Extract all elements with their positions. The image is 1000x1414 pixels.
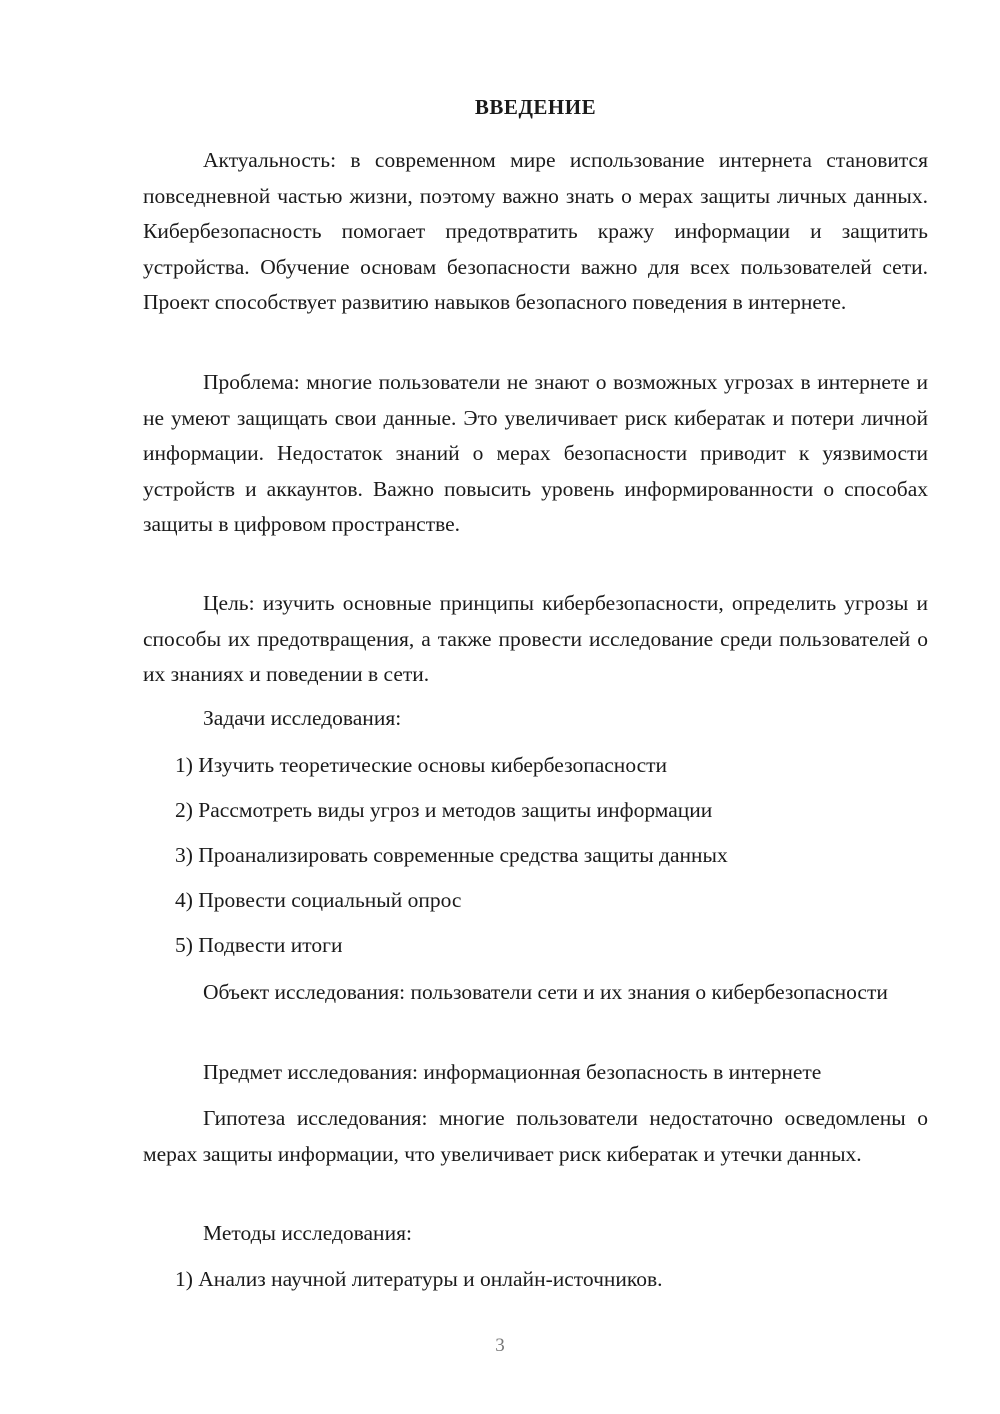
tasks-list-item: 2) Рассмотреть виды угроз и методов защиты информации — [175, 798, 713, 822]
methods-list-item-1-block — [143, 1262, 928, 1298]
tasks-list-item: 3) Проанализировать современные средства защиты данных — [175, 843, 728, 867]
methods-title: Методы исследования: — [203, 1221, 412, 1245]
paragraph-relevance-block — [143, 143, 928, 321]
tasks-list-item-2-block — [143, 793, 928, 829]
paragraph-problem-block — [143, 365, 928, 543]
tasks-title-block — [143, 701, 928, 737]
paragraph-object-block — [143, 975, 928, 1011]
tasks-list-item: 5) Подвести итоги — [175, 933, 343, 957]
tasks-list-item: 4) Провести социальный опрос — [175, 888, 462, 912]
page-title: ВВЕДЕНИЕ — [474, 95, 597, 119]
methods-title-block — [143, 1216, 928, 1252]
paragraph-subject: Предмет исследования: информационная безопасность в интернете — [203, 1060, 822, 1084]
tasks-list-item-4-block — [143, 883, 928, 919]
tasks-list-item-5-block — [143, 928, 928, 964]
paragraph-object: Объект исследования: пользователи сети и их знания о кибербезопасности — [203, 980, 888, 1004]
tasks-list-item-3-block — [143, 838, 928, 874]
paragraph-subject-block — [143, 1055, 928, 1091]
paragraph-hypothesis: Гипотеза исследования: многие пользователи недостаточно осведомлены о мерах защиты информации, что увеличивает риск кибератак и утечки данных. — [143, 1106, 928, 1166]
methods-list-item: 1) Анализ научной литературы и онлайн-источников. — [175, 1267, 663, 1291]
tasks-list-item: 1) Изучить теоретические основы кибербезопасности — [175, 753, 668, 777]
tasks-title: Задачи исследования: — [203, 706, 402, 730]
paragraph-hypothesis-block — [143, 1101, 928, 1172]
paragraph-goal-block — [143, 586, 928, 693]
paragraph-problem: Проблема: многие пользователи не знают о возможных угрозах в интернете и не умеют защищать свои данные. Это увеличивает риск кибератак и потери личной информации. Недостаток знаний о мерах безопасности приводит к уязвимости устройств и аккаунтов. Важно повысить уровень информированности о способах защиты в цифровом пространстве. — [143, 370, 928, 536]
tasks-list-item-1-block — [143, 748, 928, 784]
paragraph-relevance: Актуальность: в современном мире использование интернета становится повседневной частью жизни, поэтому важно знать о мерах защиты личных данных. Кибербезопасность помогает предотвратить кражу информации и защитить устройства. Обучение основам безопасности важно для всех пользователей сети. Проект способствует развитию навыков безопасного поведения в интернете. — [143, 148, 928, 314]
page-number: 3 — [495, 1335, 505, 1356]
paragraph-goal: Цель: изучить основные принципы кибербезопасности, определить угрозы и способы их предотвращения, а также провести исследование среди пользователей о их знаниях и поведении в сети. — [143, 591, 928, 686]
